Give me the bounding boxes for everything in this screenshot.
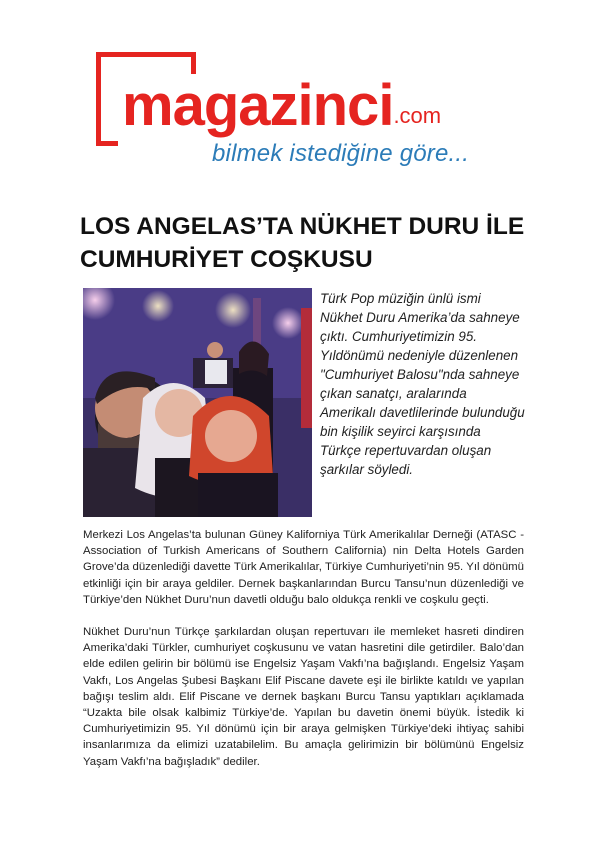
article-body [83, 527, 524, 786]
logo-brand-suffix: .com [393, 103, 442, 128]
article-paragraph: Merkezi Los Angelas’ta bulunan Güney Kaliforniya Türk Amerikalılar Derneği (ATASC - Association of Turkish Americans of Southern California) nin Delta Hotels Garden Grove’da düzenlediği davette Türk Amerikalılar, Türkiye Cumhuriyeti’nin 95. Yıl dönümü etkinliği için bir araya geldiler. Dernek başkanlarından Burcu Tansu’nun düzenlediği ve Türkiye’den Nükhet Duru’nun davetli olduğu balo oldukça renkli ve coşkulu geçti. [83, 529, 524, 606]
article-lead: Türk Pop müziğin ünlü ismi Nükhet Duru Amerika’da sahneye çıktı. Cumhuriyetimizin 95. Yıldönümü nedeniyle düzenlenen "Cumhuriyet Balosu"nda sahneye çıkan sanatçı, aralarında Amerikalı davetlilerinde bulunduğu bin kişilik seyirci karşısında Türkçe repertuvardan oluşan şarkılar söyledi. [320, 291, 525, 477]
logo-wordmark [118, 74, 445, 148]
logo-tagline: bilmek istediğine göre... [212, 140, 470, 167]
article-paragraph: Nükhet Duru’nun Türkçe şarkılardan oluşan repertuvarı ile memleket hasreti dindiren Amerika’daki Türkler, cumhuriyet coşkusunu ve vatan hasretini dile getirdiler. Balo’dan elde edilen gelirin bir bölümü ise Engelsiz Yaşam Vakfı’na bağışlandı. Engelsiz Yaşam Vakfı, Los Angelas Şubesi Başkanı Elif Piscane davete eşi ile birlikte katıldı ve yapılan bağışı teslim aldı. Elif Piscane ve dernek başkanı Burcu Tansu yaptıkları açıklamada “Uzakta bile olsak kalbimiz Türkiye’de. Yapılan bu davetin önemi büyük. İstedik ki Cumhuriyetimizin 95. Yıl dönümü için bir araya gelmişken Türkiye’deki ihtiyaç sahibi insanlarımıza da elimizi uzatabilelim. Bu amaçla gelirimizin bir bölümünü Engelsiz Yaşam Vakfı’na bağışladık” dediler. [83, 626, 524, 768]
article-photo [83, 288, 312, 517]
site-logo[interactable] [96, 52, 470, 176]
logo-brand-name: magazinci [122, 73, 394, 138]
article-title: LOS ANGELAS’TA NÜKHET DURU İLE CUMHURİYET COŞKUSU [80, 213, 525, 273]
concert-selfie-image [83, 288, 312, 517]
